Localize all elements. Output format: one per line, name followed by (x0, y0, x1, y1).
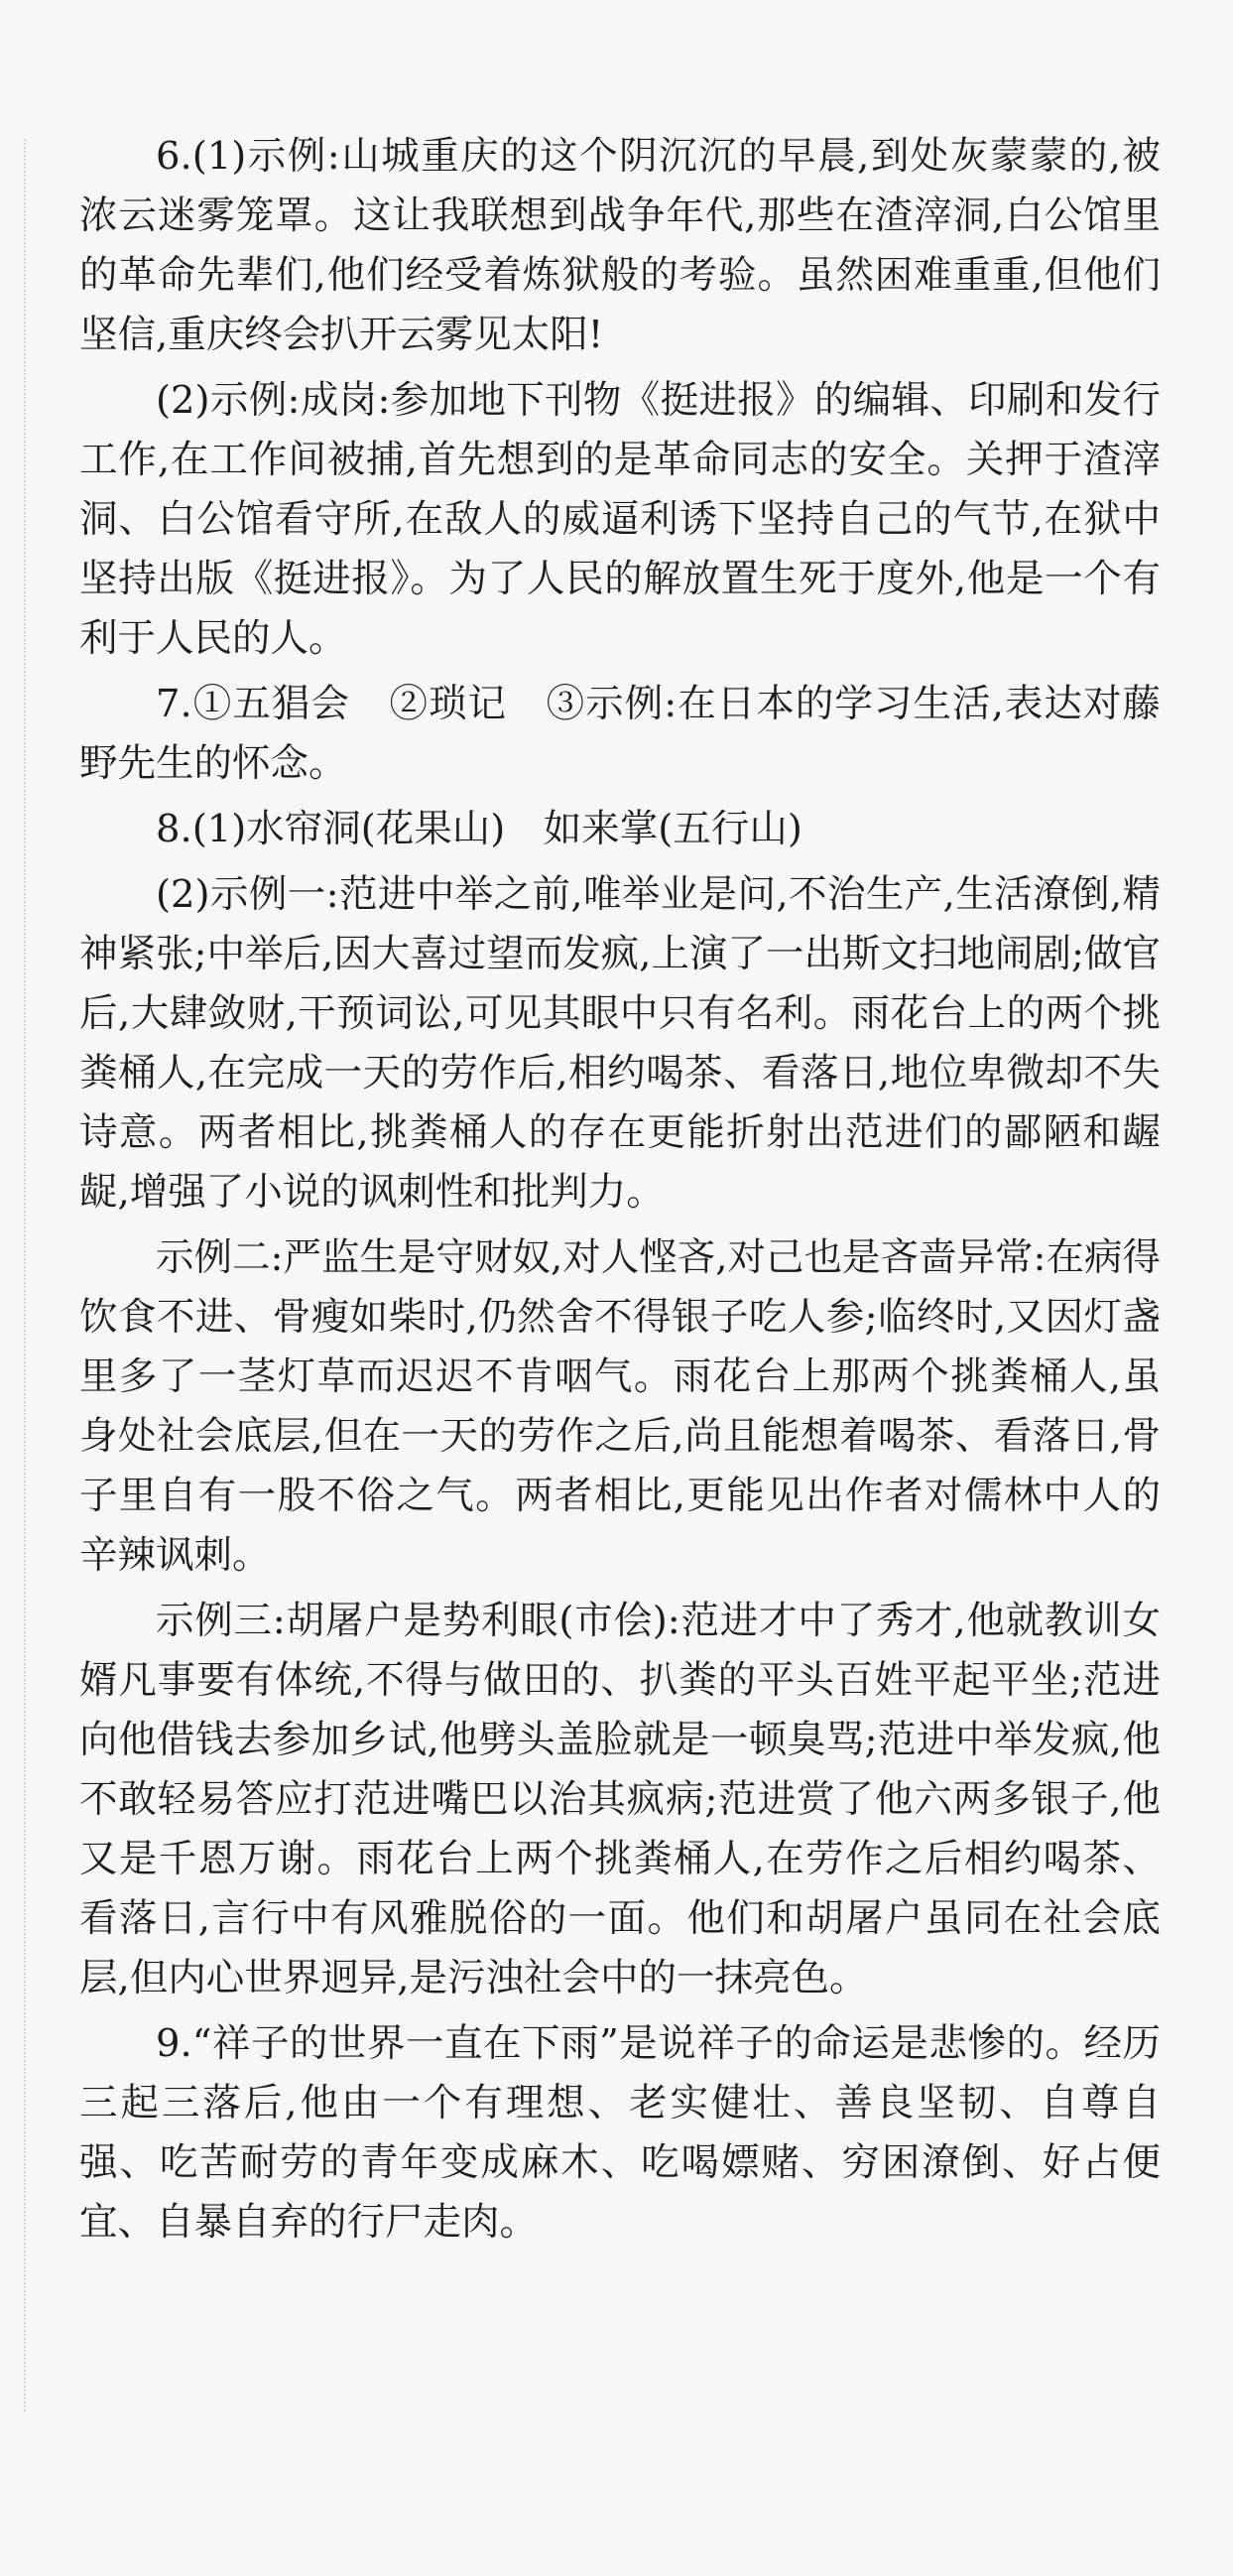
answer-8-part-1: 8.(1)水帘洞(花果山) 如来掌(五行山) (156, 807, 802, 851)
answer-8-example-1: (2)示例一:范进中举之前,唯举业是问,不治生产,生活潦倒,精神紧张;中举后,因大喜过望而发疯,上演了一出斯文扫地闹剧;做官后,大肆敛财,干预词讼,可见其眼中只有名利。雨花台上的两个挑粪桶人,在完成一天的劳作后,相约喝茶、看落日,地位卑微却不失诗意。两者相比,挑粪桶人的存在更能折射出范进们的鄙陋和龌龊,增强了小说的讽刺性和批判力。 (79, 872, 1161, 1215)
page-edge-divider (24, 139, 26, 2411)
answer-9: 9.“祥子的世界一直在下雨”是说祥子的命运是悲惨的。经历三起三落后,他由一个有理想、老实健壮、善良坚韧、自尊自强、吃苦耐劳的青年变成麻木、吃喝嫖赌、穷困潦倒、好占便宜、自暴自弃的行尸走肉。 (79, 2021, 1161, 2245)
answer-8-example-2: 示例二:严监生是守财奴,对人悭吝,对己也是吝啬异常:在病得饮食不进、骨瘦如柴时,仍然舍不得银子吃人参;临终时,又因灯盏里多了一茎灯草而迟迟不肯咽气。雨花台上那两个挑粪桶人,虽身处社会底层,但在一天的劳作之后,尚且能想着喝茶、看落日,骨子里自有一股不俗之气。两者相比,更能见出作者对儒林中人的辛辣讽刺。 (79, 1235, 1161, 1578)
answer-7: 7.①五猖会 ②琐记 ③示例:在日本的学习生活,表达对藤野先生的怀念。 (79, 682, 1161, 786)
answer-6-part-2: (2)示例:成岗:参加地下刊物《挺进报》的编辑、印刷和发行工作,在工作间被捕,首先想到的是革命同志的安全。关押于渣滓洞、白公馆看守所,在敌人的威逼利诱下坚持自己的气节,在狱中坚持出版《挺进报》。为了人民的解放置生死于度外,他是一个有利于人民的人。 (79, 378, 1161, 661)
answer-6-part-1: 6.(1)示例:山城重庆的这个阴沉沉的早晨,到处灰蒙蒙的,被浓云迷雾笼罩。这让我联想到战争年代,那些在渣滓洞,白公馆里的革命先辈们,他们经受着炼狱般的考验。虽然困难重重,但他们坚信,重庆终会扒开云雾见太阳! (79, 134, 1161, 357)
answer-8-example-3: 示例三:胡屠户是势利眼(市侩):范进才中了秀才,他就教训女婿凡事要有体统,不得与做田的、扒粪的平头百姓平起平坐;范进向他借钱去参加乡试,他劈头盖脸就是一顿臭骂;范进中举发疯,他不敢轻易答应打范进嘴巴以治其疯病;范进赏了他六两多银子,他又是千恩万谢。雨花台上两个挑粪桶人,在劳作之后相约喝茶、看落日,言行中有风雅脱俗的一面。他们和胡屠户虽同在社会底层,但内心世界迥异,是污浊社会中的一抹亮色。 (79, 1599, 1161, 2000)
answer-key-body (79, 127, 1161, 2258)
